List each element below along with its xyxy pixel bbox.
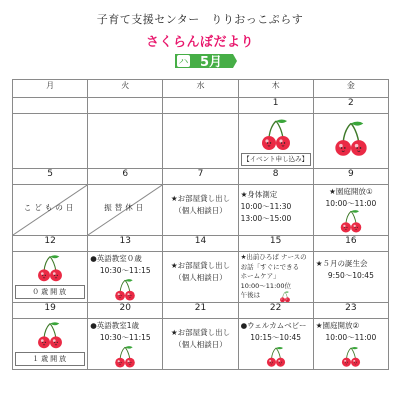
date-row xyxy=(13,98,389,114)
event-time: 10:30～11:15 xyxy=(99,333,151,342)
event-title: ★身体測定 xyxy=(240,190,278,199)
event-title: ★お部屋貸し出し xyxy=(170,328,231,337)
event-title: ★お部屋貸し出し xyxy=(170,261,231,270)
weekday-tue: 火 xyxy=(88,80,163,98)
holiday-label: こどもの日 xyxy=(23,203,77,212)
day-cell-22 xyxy=(238,319,313,370)
event-note: （個人相談日） xyxy=(174,206,227,215)
event-title: ★出前ひろば ナースの xyxy=(240,253,307,261)
date-number: 1 xyxy=(238,98,313,114)
day-cell-1 xyxy=(238,114,313,169)
weekday-wed: 水 xyxy=(163,80,238,98)
day-cell-6 xyxy=(88,185,163,236)
event-title: ●英語教室０歳 xyxy=(90,254,142,263)
open-day-label: １歳開放 xyxy=(15,352,85,366)
event-time: 10:00～11:00 xyxy=(325,199,377,208)
event-time: 10:30～11:15 xyxy=(99,266,151,275)
day-cell-15 xyxy=(238,252,313,303)
month-label: 5月 xyxy=(199,55,223,70)
day-cell-16 xyxy=(313,252,388,303)
event-title: ★園庭開放① xyxy=(329,187,373,196)
date-number: 23 xyxy=(313,303,388,319)
date-number: 19 xyxy=(13,303,88,319)
event-note: （個人相談日） xyxy=(174,273,227,282)
date-number: 12 xyxy=(13,236,88,252)
calendar-table xyxy=(12,79,389,370)
cherry-icon xyxy=(341,346,361,368)
center-name: 子育て支援センター りりおっこぷらす xyxy=(96,13,304,26)
weekday-mon: 月 xyxy=(13,80,88,98)
cherry-icon xyxy=(115,278,136,302)
date-number: 7 xyxy=(163,169,238,185)
event-time: 10:00～11:00 xyxy=(325,333,377,342)
event-note: ホームケア」 xyxy=(240,272,280,280)
event-title: ★お部屋貸し出し xyxy=(170,194,231,203)
cherry-icon xyxy=(334,120,368,158)
cherry-icon xyxy=(340,209,362,234)
cherry-icon xyxy=(37,321,63,350)
month-badge-icon xyxy=(173,52,239,70)
event-title: ●ウェルカムベビー xyxy=(240,321,307,330)
date-number: 21 xyxy=(163,303,238,319)
date-number xyxy=(88,98,163,114)
event-row xyxy=(13,185,389,236)
cherry-icon xyxy=(261,118,291,152)
event-time: 10:00～11:00位 xyxy=(240,281,292,290)
event-title: ●英語教室1歳 xyxy=(90,321,140,330)
day-cell-2 xyxy=(313,114,388,169)
open-day-label: ０歳開放 xyxy=(15,285,85,299)
weekday-header-row xyxy=(13,80,389,98)
day-cell-5 xyxy=(13,185,88,236)
event-time: 9:50～10:45 xyxy=(327,271,374,280)
day-cell-21 xyxy=(163,319,238,370)
day-cell-19 xyxy=(13,319,88,370)
date-number: 5 xyxy=(13,169,88,185)
event-note: （個人相談日） xyxy=(174,340,227,349)
date-number: 22 xyxy=(238,303,313,319)
event-row xyxy=(13,319,389,370)
weekday-fri: 金 xyxy=(313,80,388,98)
date-number: 6 xyxy=(88,169,163,185)
date-number xyxy=(163,98,238,114)
date-number: 14 xyxy=(163,236,238,252)
event-note: 午後は xyxy=(240,291,261,299)
event-row xyxy=(13,252,389,303)
event-title: ★園庭開放② xyxy=(315,321,360,330)
day-cell-14 xyxy=(163,252,238,303)
cherry-icon xyxy=(37,254,63,283)
date-row xyxy=(13,303,389,319)
date-number: 20 xyxy=(88,303,163,319)
holiday-label: 振替休日 xyxy=(104,203,147,212)
date-number: 16 xyxy=(313,236,388,252)
event-time: 10:15～10:45 xyxy=(250,333,302,342)
day-cell-12 xyxy=(13,252,88,303)
day-cell-23 xyxy=(313,319,388,370)
date-number xyxy=(13,98,88,114)
date-row xyxy=(13,169,389,185)
event-title: ★５月の誕生会 xyxy=(315,259,368,268)
event-signup-caption: 【イベント申し込み】 xyxy=(241,153,311,166)
event-note: お話「すぐにできる xyxy=(240,262,300,271)
date-number: 8 xyxy=(238,169,313,185)
month-badge-glyph: ハ xyxy=(178,57,189,68)
day-cell-13 xyxy=(88,252,163,303)
day-cell-7 xyxy=(163,185,238,236)
day-cell-9 xyxy=(313,185,388,236)
day-cell-8 xyxy=(238,185,313,236)
date-number: 2 xyxy=(313,98,388,114)
date-row xyxy=(13,236,389,252)
weekday-thu: 木 xyxy=(238,80,313,98)
cherry-icon xyxy=(279,291,290,303)
day-cell xyxy=(13,114,88,169)
event-row xyxy=(13,114,389,169)
day-cell xyxy=(163,114,238,169)
day-cell-20 xyxy=(88,319,163,370)
newsletter-title: さくらんぼだより xyxy=(145,35,254,50)
cherry-icon xyxy=(266,346,286,368)
event-time: 13:00～15:00 xyxy=(240,214,292,223)
date-number: 9 xyxy=(313,169,388,185)
date-number: 15 xyxy=(238,236,313,252)
day-cell xyxy=(88,114,163,169)
date-number: 13 xyxy=(88,236,163,252)
event-time: 10:00～11:30 xyxy=(240,202,292,211)
cherry-icon xyxy=(115,345,136,369)
